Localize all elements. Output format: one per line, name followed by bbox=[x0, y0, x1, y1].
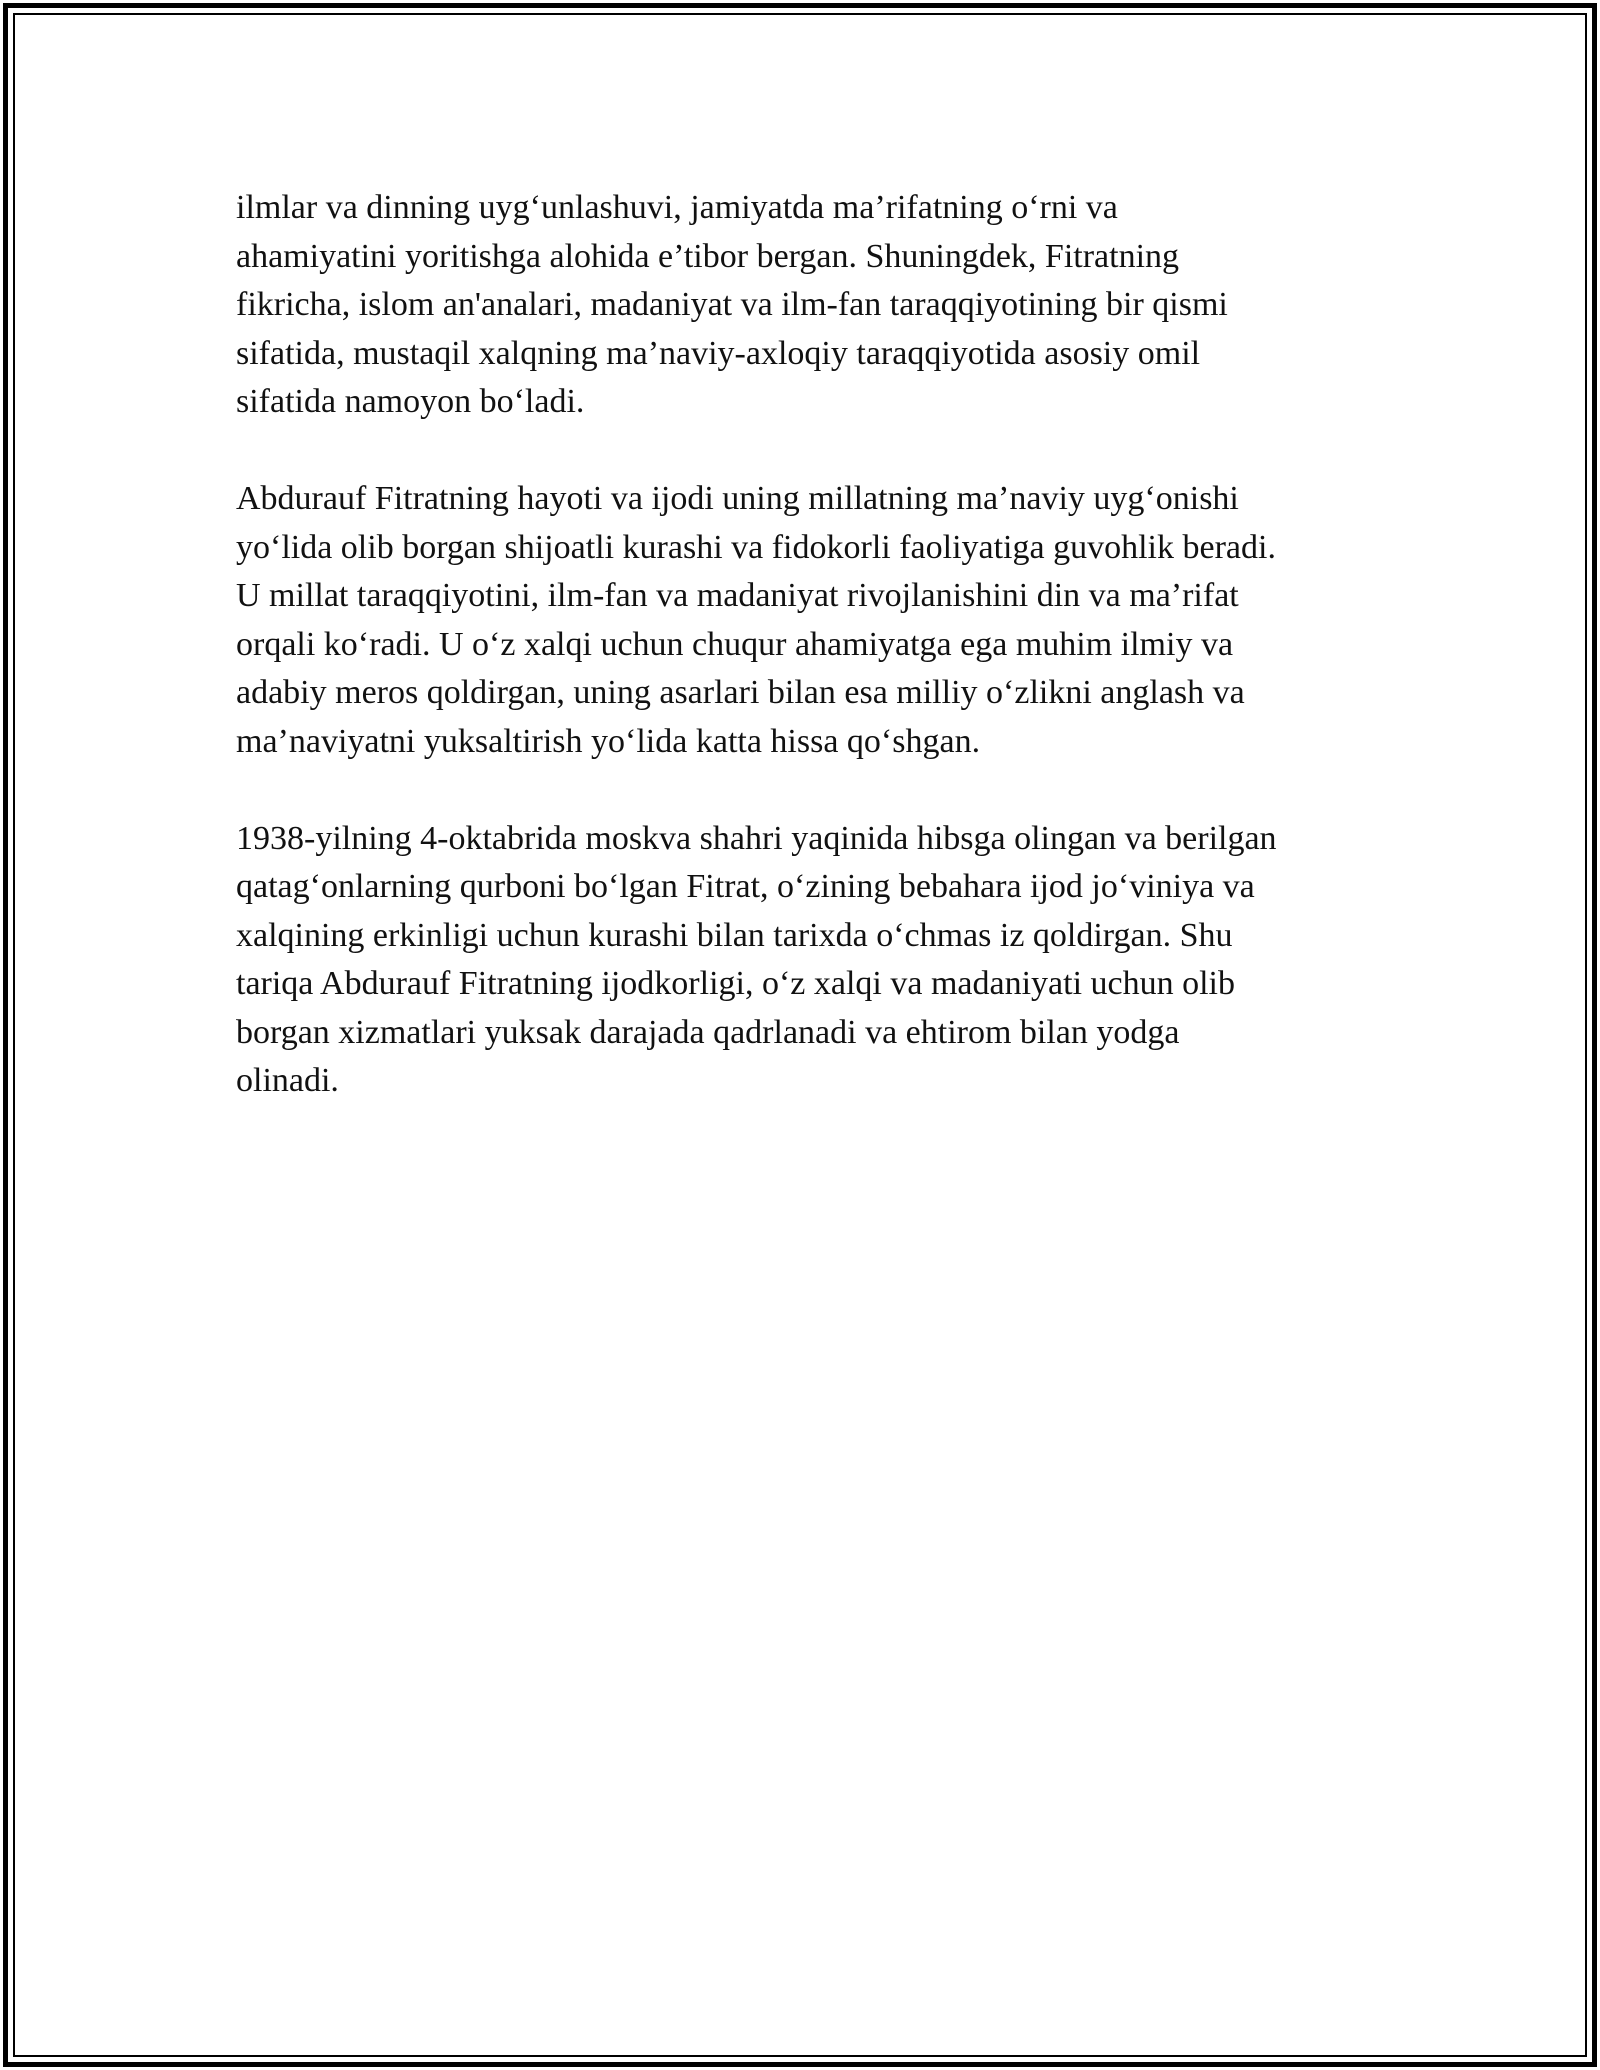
text-line: ma’naviyatni yuksaltirish yo‘lida katta hissa qo‘shgan. bbox=[236, 722, 981, 760]
text-line: yo‘lida olib borgan shijoatli kurashi va fidokorli faoliyatiga guvohlik beradi. bbox=[236, 528, 1276, 566]
text-line: xalqining erkinligi uchun kurashi bilan tarixda o‘chmas iz qoldirgan. Shu bbox=[236, 916, 1233, 954]
text-line: borgan xizmatlari yuksak darajada qadrlanadi va ehtirom bilan yodga bbox=[236, 1013, 1180, 1051]
text-line: sifatida, mustaqil xalqning ma’naviy-axloqiy taraqqiyotida asosiy omil bbox=[236, 334, 1201, 372]
text-line: U millat taraqqiyotini, ilm-fan va madaniyat rivojlanishini din va ma’rifat bbox=[236, 577, 1239, 614]
text-line: Abdurauf Fitratning hayoti va ijodi uning millatning ma’naviy uyg‘onishi bbox=[236, 480, 1239, 517]
text-line: ahamiyatini yoritishga alohida e’tibor bergan. Shuningdek, Fitratning bbox=[236, 237, 1180, 275]
text-line: sifatida namoyon bo‘ladi. bbox=[236, 383, 585, 420]
paragraph-1 bbox=[236, 184, 1386, 427]
text-line: 1938-yilning 4-oktabrida moskva shahri yaqinida hibsga olingan va berilgan bbox=[236, 819, 1277, 857]
text-line: ilmlar va dinning uyg‘unlashuvi, jamiyatda ma’rifatning o‘rni va bbox=[236, 189, 1118, 226]
text-line: qatag‘onlarning qurboni bo‘lgan Fitrat, o‘zining bebahara ijod jo‘viniya va bbox=[236, 868, 1255, 905]
text-line: olinadi. bbox=[236, 1062, 339, 1099]
text-line: tariqa Abdurauf Fitratning ijodkorligi, o‘z xalqi va madaniyati uchun olib bbox=[236, 965, 1235, 1002]
paragraph-2 bbox=[236, 475, 1386, 766]
text-line: orqali ko‘radi. U o‘z xalqi uchun chuqur ahamiyatga ega muhim ilmiy va bbox=[236, 625, 1234, 663]
text-line: fikricha, islom an'analari, madaniyat va ilm-fan taraqqiyotining bir qismi bbox=[236, 286, 1228, 323]
paragraph-3 bbox=[236, 815, 1386, 1106]
document-body bbox=[236, 184, 1386, 1154]
text-line: adabiy meros qoldirgan, uning asarlari bilan esa milliy o‘zlikni anglash va bbox=[236, 674, 1245, 711]
